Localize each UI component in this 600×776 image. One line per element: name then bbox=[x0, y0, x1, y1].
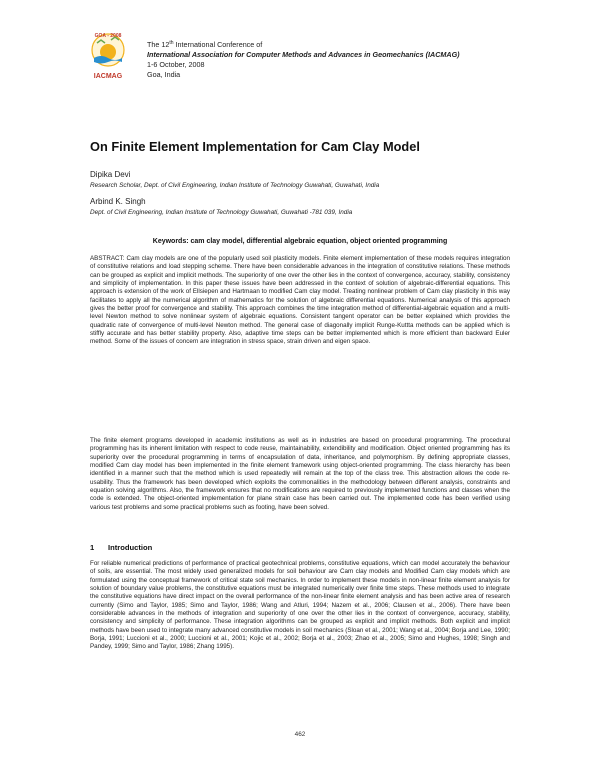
paper-title: On Finite Element Implementation for Cam Clay Model bbox=[90, 139, 420, 154]
conference-suffix: International Conference of bbox=[175, 40, 263, 49]
conference-line bbox=[147, 40, 460, 50]
author-name: Arbind K. Singh bbox=[90, 197, 146, 206]
page-number: 462 bbox=[294, 731, 306, 738]
conference-location: Goa, India bbox=[147, 70, 181, 79]
conference-ordinal: 12 bbox=[161, 40, 170, 49]
conference-header bbox=[147, 40, 460, 80]
summary-paragraph: The finite element programs developed in academic institutions as well as in industries are based on procedural programming. The procedural programming has its inherent limitation with respect to code reuse, maintainability, extendibility and modification. Object oriented programming has its superiority over the procedural programming in terms of encapsulation of data, inheritance, and polymorphism. By defining appropriate classes, modified Cam clay model has been implemented in the finite element framework using object-oriented programming. The class hierarchy has been identified in a manner such that the method which is used repeatedly will remain at the top of the class tree. This abstraction allows the code re-usability. Thus the framework has been developed which exploits the commonalities in the methodology between different analysis, constraints and equation solving algorithms. Also, the framework ensures that no modifications are required to previously implemented functions and classes when the code is extended. The object-oriented implementation for plane strain case has been carried out. The implemented code has been verified using various test problems and some practical problems such as footing, have been solved. bbox=[90, 437, 510, 511]
conference-logo bbox=[83, 28, 133, 84]
author-affiliation: Research Scholar, Dept. of Civil Engineering, Indian Institute of Technology Guwahati, Guwahati, India bbox=[90, 182, 380, 189]
introduction-paragraph: For reliable numerical predictions of performance of practical geotechnical problems, constitutive equations, which can model accurately the behaviour of soils, are essential. The most widely used generalized models for soil behaviour are Cam clay models and Modified Cam clay models which are formulated using the conceptual framework of critical state soil mechanics. In order to implement these models in non-linear finite element analysis for solution of boundary value problems, the constitutive equations must be integrated numerically over finite time steps. These methods used to integrate the constitutive equations have direct impact on the overall performance of the non-linear finite element analysis and has been active area of research currently (Simo and Taylor, 1985; Simo and Taylor, 1986; Wang and Atluri, 1994; Nazem et al., 2006; Clausen et al., 2006). There have been considerable advances in the methods of integration and superiority of one over the other lies in the context of convergence, accuracy, stability, consistency and simplicity of performance. These integration algorithms can be grouped as explicit and implicit methods. Both explicit and implicit methods have been used to integrate many advanced constitutive models in soil mechanics (Sloan et al., 2001; Wang et al., 2004; Borja and Lee, 1990; Borja, 1991; Luccioni et al., 2000; Luccioni et al., 2001; Kojic et al., 2002; Borja et al., 2003; Zhao et al., 2005; Simo and Hughes, 1998; Singh and Pandey, 1999; Simo and Taylor, 1986; Zhang 1995). bbox=[90, 560, 510, 651]
logo-text-bottom: IACMAG bbox=[93, 73, 123, 80]
author-name: Dipika Devi bbox=[90, 170, 131, 179]
section-title: Introduction bbox=[108, 543, 153, 552]
keywords: Keywords: cam clay model, differential algebraic equation, object oriented programming bbox=[152, 238, 448, 245]
section-heading bbox=[90, 543, 152, 552]
abstract: ABSTRACT: Cam clay models are one of the popularly used soil plasticity models. Finite element implementation of these models requires integration of constitutive relations and load stepping scheme. There have been considerable advances in the integration of constitutive relations. These methods can be grouped as explicit and implicit methods. The superiority of one over the other lies in the context of convergence, accuracy, stability, consistency and simplicity of implementation. In this paper these issues have been addressed in the context of solution of algebraic-differential equations. This approach is extension of the work of Ellsiepen and Hartmaan to modified Cam clay model. Treating nonlinear problem of Cam clay plasticity in this way facilitates to apply all the numerical algorithm of mathematics for the solution of algebraic differential equations. Numerical analysis of this approach gives the better proof for convergence and stability. This approach combines the time integration method of differential-algebraic equation and a multi-level Newton method to solve nonlinear system of algebraic equations. Consistent tangent operator can be better explained which provides the quadratic rate of convergence of multi-level Newton method. The general case of diagonally implicit Runge-Kuttta methods can be applied which is stiffly accurate and has better stability property. Also, adaptive time steps can be better implemented which is more efficient than backward Euler method. Some of the issues of concern are integration in stress space, strain driven and eigen space. bbox=[90, 255, 510, 346]
section-number: 1 bbox=[90, 543, 95, 552]
conference-dates: 1-6 October, 2008 bbox=[147, 60, 205, 69]
association-name: International Association for Computer Methods and Advances in Geomechanics (IACMAG) bbox=[147, 50, 460, 59]
author-affiliation: Dept. of Civil Engineering, Indian Institute of Technology Guwahati, Guwahati -781 039, India bbox=[90, 209, 353, 216]
ordinal-suffix: th bbox=[169, 40, 174, 46]
conference-prefix: The bbox=[147, 40, 160, 49]
logo-text-top: GOA - 2008 bbox=[94, 33, 122, 39]
